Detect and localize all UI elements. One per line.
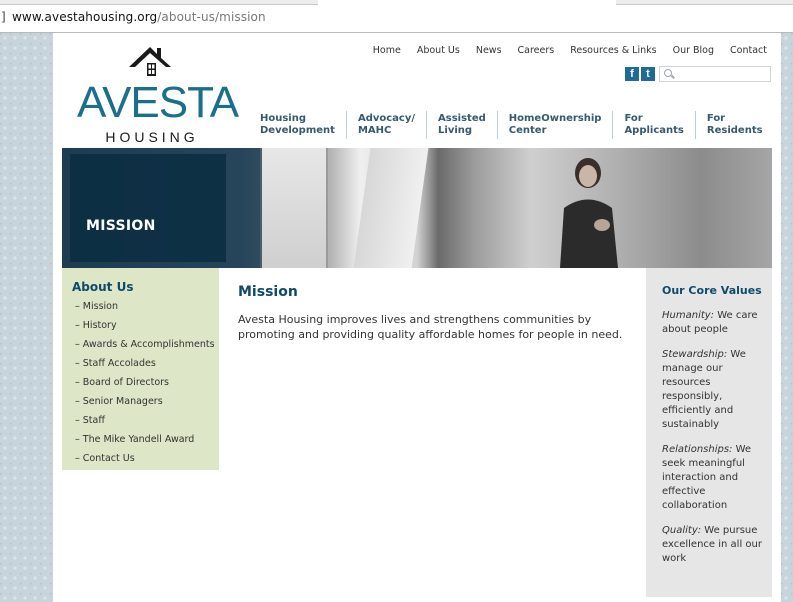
main-nav bbox=[249, 111, 774, 141]
main-nav-advocacy-mahc[interactable] bbox=[346, 111, 426, 139]
core-value-desc: We care about people bbox=[662, 310, 758, 335]
house-logo-icon bbox=[127, 43, 173, 79]
banner-easel bbox=[260, 148, 328, 268]
facebook-icon[interactable]: f bbox=[625, 67, 639, 81]
core-values-heading: Our Core Values bbox=[662, 284, 762, 297]
core-value-term: Relationships: bbox=[662, 444, 733, 455]
logo-word: AVESTA bbox=[77, 78, 239, 127]
top-nav-about-us[interactable]: About Us bbox=[416, 45, 460, 56]
main-nav-housing-development[interactable] bbox=[249, 111, 346, 139]
url-path: /about-us/mission bbox=[157, 10, 266, 24]
sidebar-item-staff[interactable]: – Staff bbox=[72, 415, 219, 434]
main-nav-line: Residents bbox=[706, 125, 763, 136]
hero-banner bbox=[62, 148, 772, 268]
main-nav-line: Development bbox=[260, 125, 335, 136]
core-value-relationships bbox=[662, 443, 764, 513]
sidebar-item-mike-yandell-award[interactable]: – The Mike Yandell Award bbox=[72, 434, 219, 453]
top-nav-home[interactable]: Home bbox=[372, 45, 401, 56]
main-nav-line: Center bbox=[508, 125, 547, 136]
sidebar-item-contact-us[interactable]: – Contact Us bbox=[72, 453, 219, 472]
main-nav-assisted-living[interactable] bbox=[426, 111, 497, 139]
main-nav-for-residents[interactable] bbox=[695, 111, 774, 139]
top-nav-contact[interactable]: Contact bbox=[730, 45, 767, 56]
avesta-logo[interactable] bbox=[77, 43, 239, 145]
left-background-pattern bbox=[0, 33, 53, 602]
url-bracket: ] bbox=[1, 10, 6, 24]
search-box[interactable] bbox=[659, 66, 771, 82]
url-text[interactable] bbox=[12, 10, 266, 24]
top-nav-careers[interactable]: Careers bbox=[517, 45, 555, 56]
banner-title-box bbox=[70, 154, 226, 262]
core-value-humanity bbox=[662, 309, 764, 337]
top-nav bbox=[373, 45, 767, 56]
core-value-term: Quality: bbox=[662, 525, 702, 536]
social-links bbox=[625, 67, 655, 81]
sidebar-item-history[interactable]: – History bbox=[72, 320, 219, 339]
logo-sub: HOUSING bbox=[105, 129, 199, 145]
right-background-pattern bbox=[781, 33, 793, 602]
core-value-stewardship bbox=[662, 348, 764, 432]
main-nav-line: Assisted bbox=[438, 113, 486, 124]
main-nav-line: HomeOwnership bbox=[508, 113, 602, 124]
main-nav-line: For bbox=[624, 113, 643, 124]
browser-address-bar[interactable] bbox=[0, 0, 793, 33]
browser-tab-left[interactable] bbox=[0, 0, 318, 5]
sidebar-item-staff-accolades[interactable]: – Staff Accolades bbox=[72, 358, 219, 377]
page-title: Mission bbox=[238, 284, 298, 300]
main-nav-line: MAHC bbox=[357, 125, 392, 136]
sidebar-list bbox=[72, 301, 219, 472]
page-container bbox=[53, 33, 781, 602]
search-input[interactable] bbox=[676, 68, 768, 80]
top-nav-our-blog[interactable]: Our Blog bbox=[672, 45, 715, 56]
main-nav-line: Housing bbox=[260, 113, 307, 124]
sidebar-item-board-of-directors[interactable]: – Board of Directors bbox=[72, 377, 219, 396]
browser-tab-right[interactable] bbox=[616, 0, 793, 5]
top-nav-news[interactable]: News bbox=[475, 45, 502, 56]
core-value-desc: We pursue excellence in all our work bbox=[662, 525, 762, 564]
main-nav-line: For bbox=[706, 113, 726, 124]
banner-title: MISSION bbox=[86, 218, 156, 234]
url-host: www.avestahousing.org bbox=[12, 10, 158, 24]
main-content bbox=[238, 284, 638, 342]
main-nav-line: Applicants bbox=[624, 125, 684, 136]
main-nav-line: Advocacy/ bbox=[357, 113, 416, 124]
main-nav-for-applicants[interactable] bbox=[612, 111, 694, 139]
core-value-quality bbox=[662, 524, 764, 566]
sidebar-heading[interactable]: About Us bbox=[72, 280, 134, 294]
main-nav-line: Living bbox=[438, 125, 473, 136]
twitter-icon[interactable]: t bbox=[641, 67, 655, 81]
sidebar-item-awards[interactable]: – Awards & Accomplishments bbox=[72, 339, 219, 358]
sidebar-item-mission[interactable]: – Mission bbox=[72, 301, 219, 320]
about-us-sidebar bbox=[62, 268, 219, 470]
main-nav-homeownership-center[interactable] bbox=[497, 111, 613, 139]
banner-person-figure bbox=[542, 153, 632, 268]
core-values-panel bbox=[646, 268, 772, 597]
core-value-desc: We seek meaningful interaction and effective collaboration bbox=[662, 444, 752, 511]
mission-statement: Avesta Housing improves lives and strengthens communities by promoting and providing quality affordable homes for people in need. bbox=[238, 313, 623, 341]
search-icon bbox=[664, 69, 672, 77]
core-value-term: Humanity: bbox=[662, 310, 715, 321]
sidebar-item-senior-managers[interactable]: – Senior Managers bbox=[72, 396, 219, 415]
core-value-desc: We manage our resources responsibly, efficiently and sustainably bbox=[662, 349, 746, 430]
top-nav-resources-links[interactable]: Resources & Links bbox=[570, 45, 657, 56]
core-value-term: Stewardship: bbox=[662, 349, 728, 360]
